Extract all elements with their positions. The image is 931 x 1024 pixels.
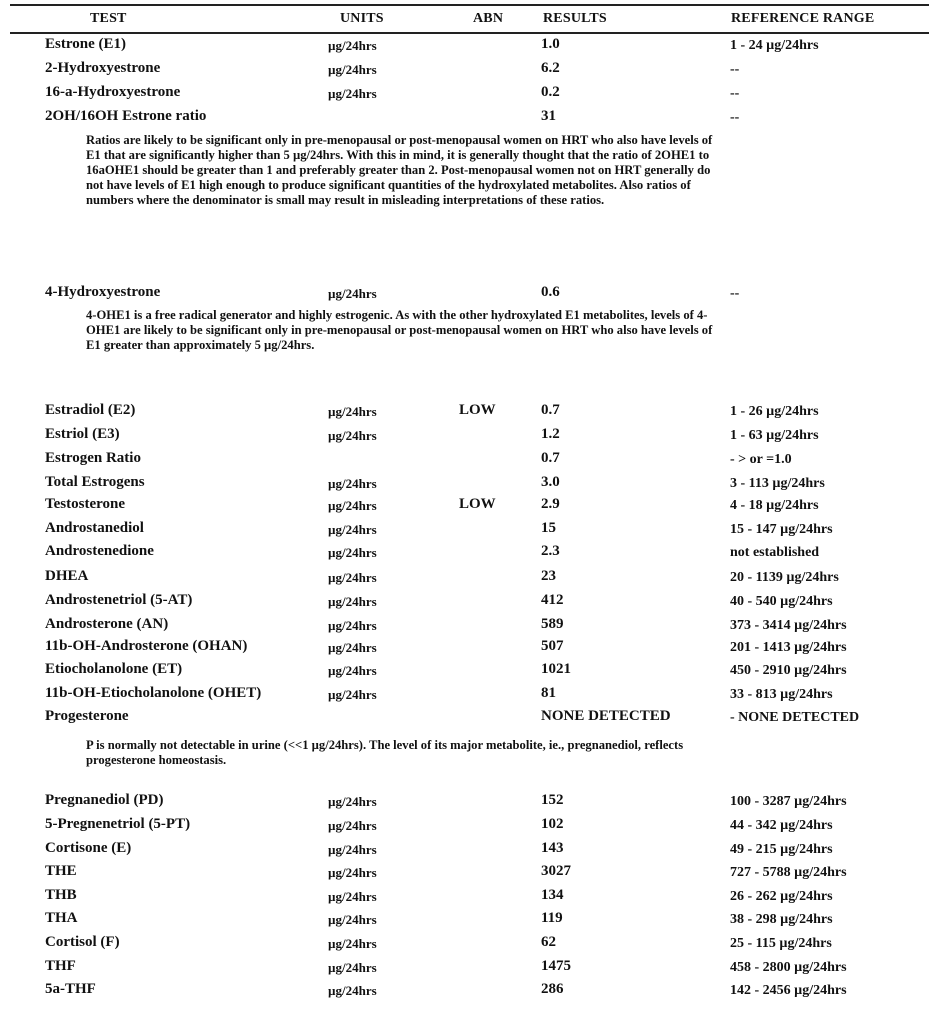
table-row <box>0 840 931 862</box>
test-name: 4-Hydroxyestrone <box>45 284 161 300</box>
result-value: 0.7 <box>541 402 560 418</box>
table-row <box>0 450 931 472</box>
test-name: Androstanediol <box>45 520 144 536</box>
units-cell: µg/24hrs <box>328 286 377 301</box>
result-value: 412 <box>541 592 564 608</box>
test-name: Etiocholanolone (ET) <box>45 661 183 677</box>
units-cell: µg/24hrs <box>328 936 377 951</box>
result-value: 286 <box>541 981 564 997</box>
table-row <box>0 426 931 448</box>
table-row <box>0 520 931 542</box>
table-header <box>10 4 929 34</box>
result-value: 0.6 <box>541 284 560 300</box>
result-value: 507 <box>541 638 564 654</box>
test-name: Estradiol (E2) <box>45 402 136 418</box>
table-row <box>0 661 931 683</box>
test-name: 11b-OH-Androsterone (OHAN) <box>45 638 248 654</box>
reference-range-cell: 25 - 115 µg/24hrs <box>730 936 832 951</box>
table-row <box>0 496 931 518</box>
result-value: 143 <box>541 840 564 856</box>
table-row <box>0 60 931 82</box>
result-value: 81 <box>541 685 556 701</box>
test-name: DHEA <box>45 568 89 584</box>
units-cell: µg/24hrs <box>328 38 377 53</box>
test-name: 2OH/16OH Estrone ratio <box>45 108 207 124</box>
result-value: 3027 <box>541 863 571 879</box>
header-abn: ABN <box>473 11 504 26</box>
units-cell: µg/24hrs <box>328 889 377 904</box>
table-row <box>0 543 931 565</box>
reference-range-cell: 44 - 342 µg/24hrs <box>730 818 833 833</box>
units-cell: µg/24hrs <box>328 983 377 998</box>
result-value: NONE DETECTED <box>541 708 671 724</box>
reference-range-cell: 1 - 26 µg/24hrs <box>730 404 819 419</box>
units-cell: µg/24hrs <box>328 865 377 880</box>
units-cell: µg/24hrs <box>328 522 377 537</box>
table-row <box>0 84 931 106</box>
test-name: Estrogen Ratio <box>45 450 141 466</box>
units-cell: µg/24hrs <box>328 86 377 101</box>
header-test: TEST <box>90 11 127 26</box>
result-value: 31 <box>541 108 556 124</box>
test-name: 5-Pregnenetriol (5-PT) <box>45 816 191 832</box>
units-cell: µg/24hrs <box>328 545 377 560</box>
result-value: 6.2 <box>541 60 560 76</box>
table-row <box>0 792 931 814</box>
table-row <box>0 816 931 838</box>
reference-range-cell: 49 - 215 µg/24hrs <box>730 842 833 857</box>
units-cell: µg/24hrs <box>328 476 377 491</box>
reference-range-cell: 33 - 813 µg/24hrs <box>730 687 833 702</box>
table-row <box>0 284 931 306</box>
units-cell: µg/24hrs <box>328 842 377 857</box>
result-value: 134 <box>541 887 564 903</box>
abn-flag: LOW <box>459 402 496 418</box>
table-row <box>0 402 931 424</box>
table-row <box>0 568 931 590</box>
result-value: 0.2 <box>541 84 560 100</box>
test-name: Androstenetriol (5-AT) <box>45 592 193 608</box>
units-cell: µg/24hrs <box>328 594 377 609</box>
test-name: Estriol (E3) <box>45 426 120 442</box>
result-value: 3.0 <box>541 474 560 490</box>
reference-range-cell: 727 - 5788 µg/24hrs <box>730 865 847 880</box>
table-row <box>0 708 931 730</box>
reference-range-cell: not established <box>730 545 820 560</box>
reference-range-cell: -- <box>730 86 740 101</box>
units-cell: µg/24hrs <box>328 794 377 809</box>
test-name: Pregnanediol (PD) <box>45 792 164 808</box>
note-4-hydroxyestrone: 4-OHE1 is a free radical generator and highly estrogenic. As with the other hydroxylated E1 metabolites, levels of 4-OHE1 are likely to be significant only in pre-menopausal or post-menopausal women on HRT who also have levels of E1 greater than approximately 5 µg/24hrs. <box>86 308 713 352</box>
table-row <box>0 887 931 909</box>
reference-range-cell: 142 - 2456 µg/24hrs <box>730 983 847 998</box>
result-value: 1475 <box>541 958 571 974</box>
note-estrone-ratio: Ratios are likely to be significant only in pre-menopausal or post-menopausal women on HRT who also have levels of E1 that are significantly higher than 5 µg/24hrs. With this in mind, it is generally thought that the ratio of 2OHE1 to 16aOHE1 should be greater than 1 and preferably greater than 2. Post-menopausal women not on HRT generally do not have levels of E1 high enough to produce significant quantities of the hydroxylated metabolites. Also ratios of numbers where the denominator is small may result in misleading interpretations of these ratios. <box>86 133 713 207</box>
reference-range-cell: 26 - 262 µg/24hrs <box>730 889 833 904</box>
result-value: 23 <box>541 568 556 584</box>
reference-range-cell: 15 - 147 µg/24hrs <box>730 522 833 537</box>
test-name: Cortisone (E) <box>45 840 132 856</box>
reference-range-cell: -- <box>730 110 740 125</box>
units-cell: µg/24hrs <box>328 498 377 513</box>
units-cell: µg/24hrs <box>328 618 377 633</box>
table-row <box>0 934 931 956</box>
table-row <box>0 592 931 614</box>
result-value: 152 <box>541 792 564 808</box>
reference-range-cell: - > or =1.0 <box>730 452 792 467</box>
result-value: 1021 <box>541 661 571 677</box>
reference-range-cell: 373 - 3414 µg/24hrs <box>730 618 847 633</box>
reference-range-cell: 201 - 1413 µg/24hrs <box>730 640 847 655</box>
reference-range-cell: 100 - 3287 µg/24hrs <box>730 794 847 809</box>
reference-range-cell: 1 - 24 µg/24hrs <box>730 38 819 53</box>
result-value: 0.7 <box>541 450 560 466</box>
test-name: Total Estrogens <box>45 474 145 490</box>
units-cell: µg/24hrs <box>328 62 377 77</box>
result-value: 102 <box>541 816 564 832</box>
units-cell: µg/24hrs <box>328 428 377 443</box>
table-row <box>0 474 931 496</box>
test-name: Androsterone (AN) <box>45 616 169 632</box>
table-row <box>0 616 931 638</box>
test-name: Testosterone <box>45 496 125 512</box>
reference-range-cell: 20 - 1139 µg/24hrs <box>730 570 839 585</box>
test-name: Estrone (E1) <box>45 36 126 52</box>
reference-range-cell: 40 - 540 µg/24hrs <box>730 594 833 609</box>
reference-range-cell: 1 - 63 µg/24hrs <box>730 428 819 443</box>
reference-range-cell: -- <box>730 286 740 301</box>
table-row <box>0 108 931 130</box>
header-units: UNITS <box>340 11 384 26</box>
units-cell: µg/24hrs <box>328 960 377 975</box>
test-name: Progesterone <box>45 708 129 724</box>
result-value: 2.9 <box>541 496 560 512</box>
units-cell: µg/24hrs <box>328 570 377 585</box>
result-value: 1.2 <box>541 426 560 442</box>
reference-range-cell: 4 - 18 µg/24hrs <box>730 498 819 513</box>
test-name: 2-Hydroxyestrone <box>45 60 161 76</box>
test-name: 5a-THF <box>45 981 96 997</box>
units-cell: µg/24hrs <box>328 404 377 419</box>
test-name: THE <box>45 863 77 879</box>
test-name: 16-a-Hydroxyestrone <box>45 84 181 100</box>
note-progesterone: P is normally not detectable in urine (<<1 µg/24hrs). The level of its major metabolite, ie., pregnanediol, reflects progesterone homeostasis. <box>86 738 684 767</box>
units-cell: µg/24hrs <box>328 687 377 702</box>
table-row <box>0 958 931 980</box>
table-row <box>0 685 931 707</box>
test-name: Cortisol (F) <box>45 934 120 950</box>
units-cell: µg/24hrs <box>328 912 377 927</box>
table-row <box>0 863 931 885</box>
reference-range-cell: - NONE DETECTED <box>730 710 860 725</box>
result-value: 589 <box>541 616 564 632</box>
reference-range-cell: -- <box>730 62 740 77</box>
table-row <box>0 910 931 932</box>
result-value: 15 <box>541 520 556 536</box>
result-value: 1.0 <box>541 36 560 52</box>
test-name: 11b-OH-Etiocholanolone (OHET) <box>45 685 262 701</box>
reference-range-cell: 3 - 113 µg/24hrs <box>730 476 825 491</box>
reference-range-cell: 38 - 298 µg/24hrs <box>730 912 833 927</box>
result-value: 119 <box>541 910 563 926</box>
units-cell: µg/24hrs <box>328 663 377 678</box>
test-name: THF <box>45 958 76 974</box>
units-cell: µg/24hrs <box>328 640 377 655</box>
header-reference-range: REFERENCE RANGE <box>731 11 875 26</box>
table-row <box>0 981 931 1003</box>
units-cell: µg/24hrs <box>328 818 377 833</box>
abn-flag: LOW <box>459 496 496 512</box>
test-name: THB <box>45 887 77 903</box>
header-results: RESULTS <box>543 11 607 26</box>
test-name: THA <box>45 910 78 926</box>
table-row <box>0 36 931 58</box>
test-name: Androstenedione <box>45 543 154 559</box>
result-value: 62 <box>541 934 556 950</box>
result-value: 2.3 <box>541 543 560 559</box>
table-row <box>0 638 931 660</box>
reference-range-cell: 458 - 2800 µg/24hrs <box>730 960 847 975</box>
reference-range-cell: 450 - 2910 µg/24hrs <box>730 663 847 678</box>
